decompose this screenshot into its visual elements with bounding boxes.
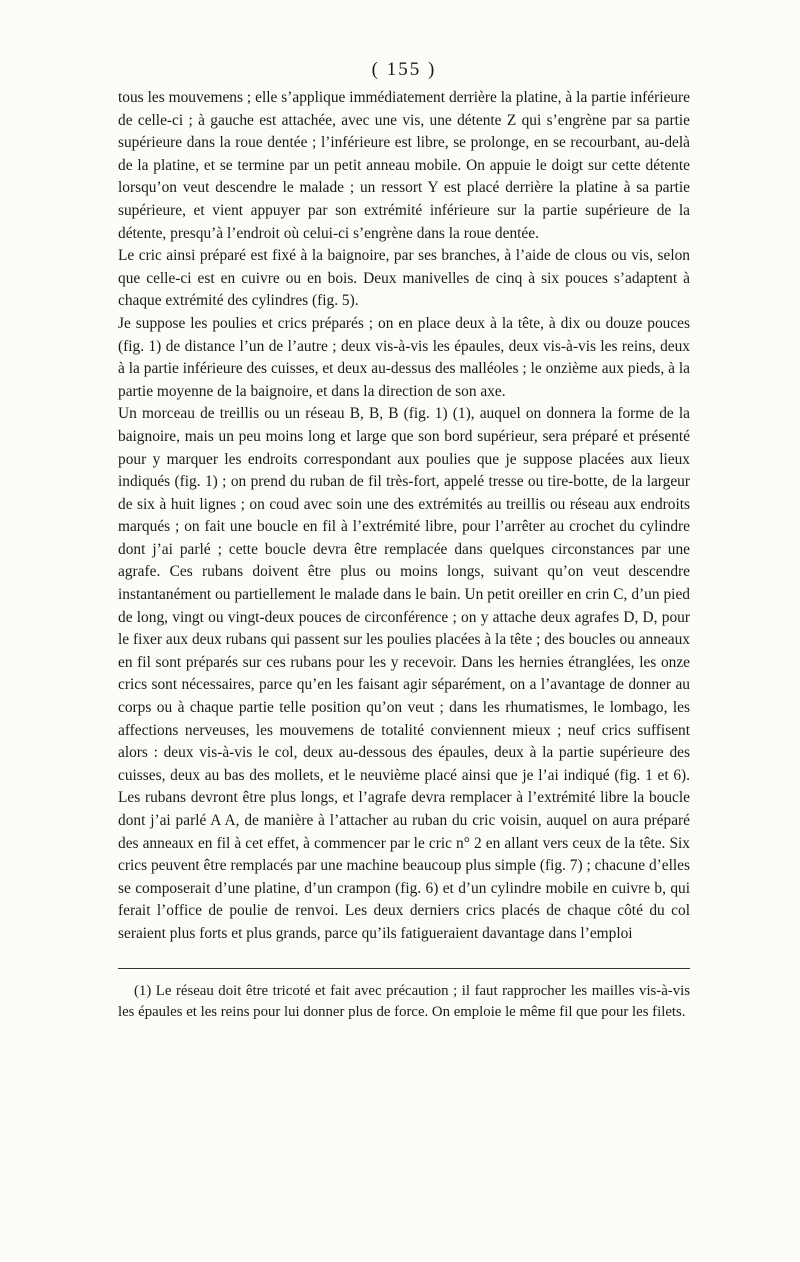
page-number: ( 155 ) xyxy=(371,59,437,80)
body-text xyxy=(118,87,690,946)
paragraph: tous les mouvemens ; elle s’applique immédiatement derrière la platine, à la partie inférieure de celle-ci ; à gauche est attachée, avec une vis, une détente Z qui s’engrène par sa partie supérieure dans la roue dentée ; l’inférieure est libre, se prolonge, en se recourbant, au-delà de la platine, et se termine par un petit anneau mobile. On appuie le doigt sur cette détente lorsqu’on veut descendre le malade ; un ressort Y est placé derrière la platine à sa partie supérieure, et vient appuyer par son extrémité inférieure sur la partie supérieure de la détente, presqu’à l’endroit où celui-ci s’engrène dans la roue dentée. xyxy=(118,89,690,242)
paragraph: Le cric ainsi préparé est fixé à la baignoire, par ses branches, à l’aide de clous ou vis, selon que celle-ci est en cuivre ou en bois. Deux manivelles de cinq à six pouces s’adaptent à chaque extrémité des cylindres (fig. 5). xyxy=(118,247,690,310)
paragraph: Un morceau de treillis ou un réseau B, B, B (fig. 1) (1), auquel on donnera la forme de la baignoire, mais un peu moins long et large que son bord supérieur, sera préparé et présenté pour y marquer les endroits correspondant aux poulies que je suppose placées aux lieux indiqués (fig. 1) ; on prend du ruban de fil très-fort, appelé tresse ou tire-botte, de la largeur de six à huit lignes ; on coud avec soin une des extrémités au treillis ou réseau aux endroits marqués ; on fait une boucle en fil à l’extrémité libre, pour l’arrêter au crochet du cylindre dont j’ai parlé ; cette boucle devra être remplacée dans quelques circonstances par une agrafe. Ces rubans doivent être plus ou moins longs, suivant qu’on veut descendre instantanément ou partiellement le malade dans le bain. Un petit oreiller en crin C, d’un pied de long, vingt ou vingt-deux pouces de circonférence ; on y attache deux agrafes D, D, pour le fixer aux deux rubans qui passent sur les poulies placées à la tête ; des boucles ou anneaux en fil sont préparés sur ces rubans pour les y recevoir. Dans les hernies étranglées, les onze crics sont nécessaires, parce qu’en les faisant agir séparément, on a l’avantage de donner au corps ou à chaque partie telle position qu’on veut ; dans les rhumatismes, le lombago, les affections nerveuses, les mouvemens de totalité conviennent mieux ; neuf crics suffisent alors : deux vis-à-vis le col, deux au-dessous des épaules, deux à la partie supérieure des cuisses, deux au bas des mollets, et le neuvième placé ainsi que je l’ai indiqué (fig. 1 et 6). Les rubans devront être plus longs, et l’agrafe devra remplacer à l’extrémité libre la boucle dont j’ai parlé A A, de manière à l’attacher au ruban du cric voisin, auquel on aura préparé des anneaux en fil à cet effet, à commencer par le cric n° 2 en allant vers ceux de la tête. Six crics peuvent être remplacés par une machine beaucoup plus simple (fig. 7) ; chacune d’elles se composerait d’une platine, d’un crampon (fig. 6) et d’un cylindre mobile en cuivre b, qui ferait l’office de poulie de renvoi. Les deux derniers crics placés de chaque côté du col seraient plus forts et plus grands, parce qu’ils fatigueraient davantage dans l’emploi xyxy=(118,405,690,942)
footnote-divider xyxy=(118,968,690,969)
footnote-text: (1) Le réseau doit être tricoté et fait avec précaution ; il faut rapprocher les mailles vis-à-vis les épaules et les reins pour lui donner plus de force. On emploie le même fil que pour les filets. xyxy=(118,982,690,1021)
book-page xyxy=(118,58,690,1024)
footnote xyxy=(118,981,690,1024)
paragraph: Je suppose les poulies et crics préparés ; on en place deux à la tête, à dix ou douze pouces (fig. 1) de distance l’un de l’autre ; deux vis-à-vis les épaules, deux vis-à-vis les reins, deux à la partie inférieure des cuisses, et deux au-dessus des malléoles ; le onzième aux pieds, à la partie moyenne de la baignoire, et dans la direction de son axe. xyxy=(118,314,690,400)
